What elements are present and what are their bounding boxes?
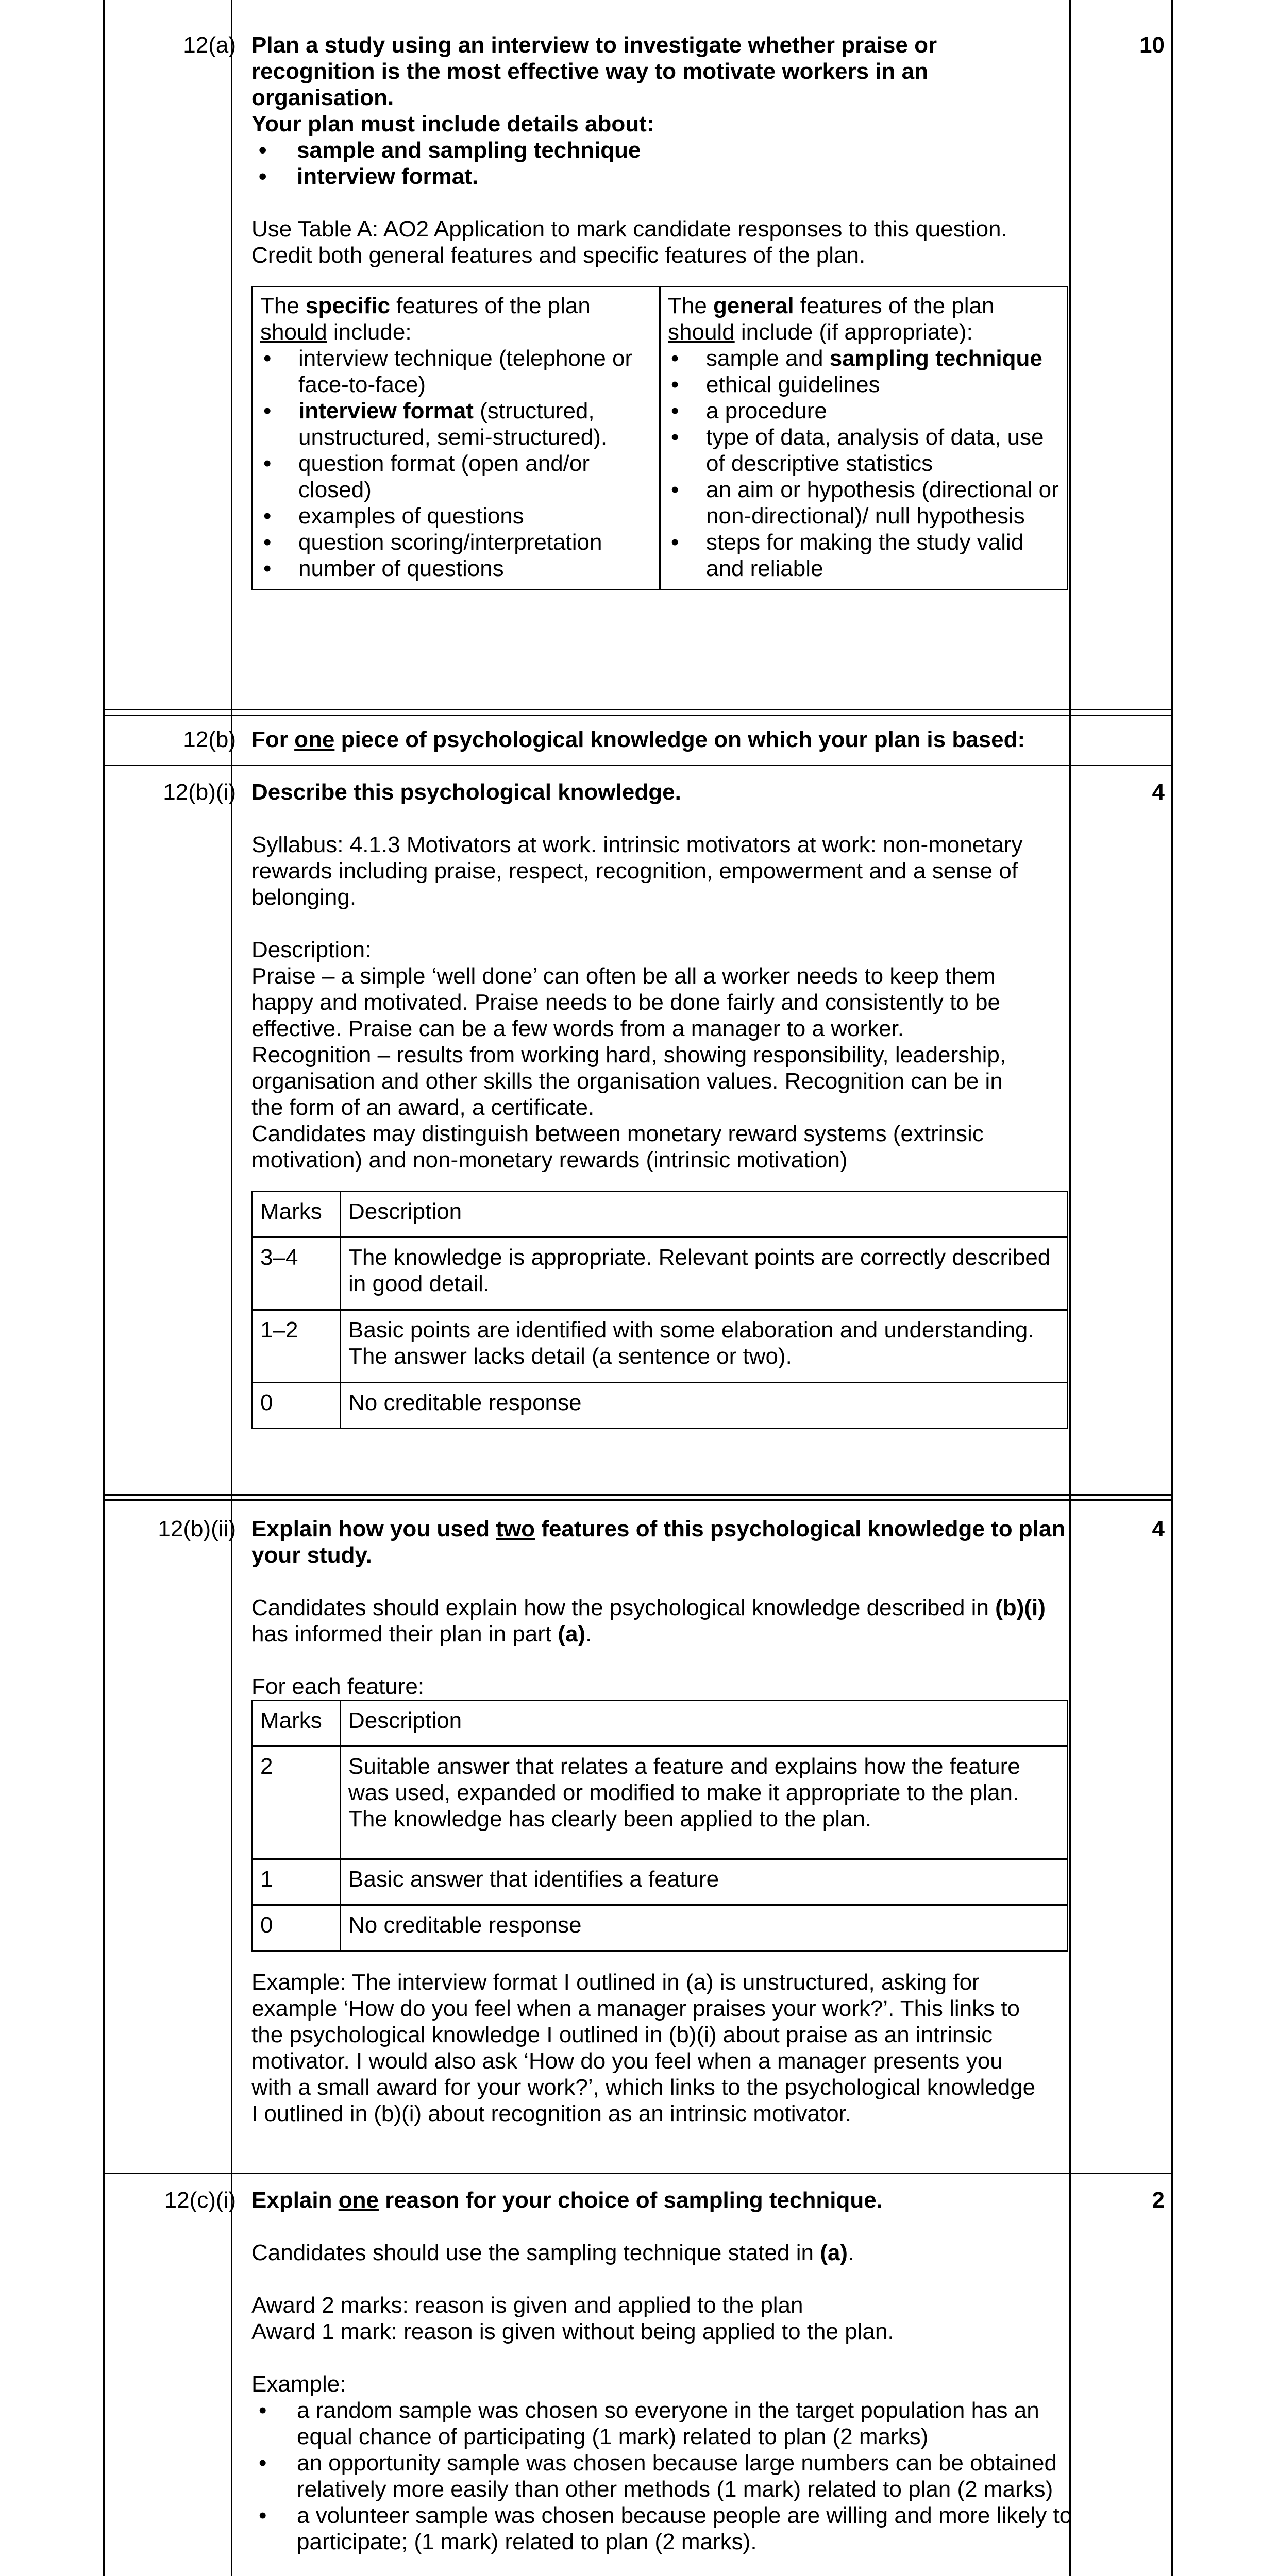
question-marks: 2 (1152, 2188, 1165, 2213)
table-header-row (253, 1192, 1068, 1238)
table-row (253, 1859, 1068, 1905)
syllabus-text: belonging. (251, 885, 357, 910)
question-number: 12(b)(ii) (158, 1516, 236, 1541)
row-separator (103, 2173, 1173, 2174)
description-text: Candidates may distinguish between monetary reward systems (extrinsic (251, 1121, 984, 1146)
general-heading: The general features of the plan should include (if appropriate): (668, 293, 995, 345)
row-separator (103, 709, 1173, 710)
table-cell: No creditable response (341, 1383, 1068, 1429)
must-include-list (251, 137, 1148, 190)
guidance-text: Credit both general features and specific features of the plan. (251, 243, 866, 268)
list-item: • sample and sampling technique (668, 345, 1060, 371)
question-content (251, 1516, 1148, 2127)
row-separator (103, 765, 1173, 766)
table-cell: 0 (253, 1905, 341, 1951)
specific-features-cell (253, 287, 660, 590)
list-item: • interview technique (telephone or face-to-face) (260, 345, 652, 398)
question-title: Describe this psychological knowledge. (251, 779, 681, 805)
example-text: with a small award for your work?’, which links to the psychological knowledge (251, 2075, 1036, 2100)
for-each-label: For each feature: (251, 1674, 425, 1699)
list-item: • ethical guidelines (668, 371, 1060, 398)
question-title: For one piece of psychological knowledge on which your plan is based: (251, 727, 1025, 752)
question-title-line: Plan a study using an interview to investigate whether praise or (251, 32, 937, 58)
question-number: 12(a) (183, 32, 236, 58)
award-text: Award 2 marks: reason is given and applied to the plan (251, 2293, 803, 2318)
table-cell: No creditable response (341, 1905, 1068, 1951)
description-text: motivation) and non-monetary rewards (intrinsic motivation) (251, 1147, 848, 1173)
list-item: • interview format. (251, 163, 1148, 190)
table-cell: 1–2 (253, 1310, 341, 1383)
example-text: Example: The interview format I outlined in (a) is unstructured, asking for (251, 1970, 980, 1995)
table-row (253, 1238, 1068, 1310)
table-row (253, 1905, 1068, 1951)
example-text: motivator. I would also ask ‘How do you feel when a manager presents you (251, 2048, 1003, 2074)
syllabus-text: Syllabus: 4.1.3 Motivators at work. intrinsic motivators at work: non-monetary (251, 832, 1023, 857)
question-title-line: recognition is the most effective way to motivate workers in an (251, 59, 928, 84)
list-item: • steps for making the study valid and reliable (668, 529, 1060, 582)
description-text: effective. Praise can be a few words from a manager to a worker. (251, 1016, 904, 1041)
question-number: 12(b)(i) (163, 779, 236, 805)
list-item: • an aim or hypothesis (directional or non-directional)/ null hypothesis (668, 477, 1060, 529)
row-separator (103, 715, 1173, 716)
frame-right-border (1171, 0, 1173, 2576)
list-item: • a volunteer sample was chosen because people are willing and more likely to participate; (1 mark) related to plan (2 marks). (251, 2502, 1076, 2555)
example-text: example ‘How do you feel when a manager praises your work?’. This links to (251, 1996, 1020, 2021)
question-number: 12(c)(i) (164, 2188, 236, 2213)
question-marks: 10 (1139, 32, 1165, 58)
table-header-cell: Marks (253, 1701, 341, 1747)
list-item: • a procedure (668, 398, 1060, 424)
list-item: • question format (open and/or closed) (260, 450, 652, 503)
row-separator (103, 1499, 1173, 1501)
candidate-guidance: Candidates should use the sampling technique stated in (a). (251, 2240, 854, 2265)
features-table (251, 286, 1068, 590)
list-item: • sample and sampling technique (251, 137, 1148, 163)
table-row (253, 1383, 1068, 1429)
description-text: Recognition – results from working hard, showing responsibility, leadership, (251, 1042, 1006, 1067)
table-cell: Suitable answer that relates a feature and explains how the feature was used, expanded or modified to make it appropriate to the plan. The knowledge has clearly been applied to the plan. (341, 1747, 1068, 1859)
description-text: organisation and other skills the organisation values. Recognition can be in (251, 1069, 1003, 1094)
table-cell: 2 (253, 1747, 341, 1859)
mark-scheme-table (251, 1700, 1068, 1952)
description-text: Praise – a simple ‘well done’ can often be all a worker needs to keep them (251, 963, 996, 989)
question-content (251, 779, 1148, 1429)
table-cell: The knowledge is appropriate. Relevant points are correctly described in good detail. (341, 1238, 1068, 1310)
question-marks: 4 (1152, 779, 1165, 805)
question-title: Explain how you used two features of this psychological knowledge to plan your study. (251, 1516, 1066, 1568)
question-marks: 4 (1152, 1516, 1165, 1541)
list-item: • examples of questions (260, 503, 652, 529)
description-text: happy and motivated. Praise needs to be done fairly and consistently to be (251, 990, 1000, 1015)
list-item: • question scoring/interpretation (260, 529, 652, 555)
table-header-cell: Description (341, 1701, 1068, 1747)
specific-heading: The specific features of the plan should include: (260, 293, 591, 345)
example-label: Example: (251, 2371, 346, 2397)
table-row (253, 1747, 1068, 1859)
question-number: 12(b) (183, 727, 236, 752)
description-text: Description: (251, 937, 372, 962)
question-title-line: Your plan must include details about: (251, 111, 654, 137)
table-header-cell: Description (341, 1192, 1068, 1238)
table-header-row (253, 1701, 1068, 1747)
question-content (251, 32, 1148, 590)
table-cell: 3–4 (253, 1238, 341, 1310)
table-cell: 1 (253, 1859, 341, 1905)
table-cell: Basic answer that identifies a feature (341, 1859, 1068, 1905)
example-text: the psychological knowledge I outlined in (b)(i) about praise as an intrinsic (251, 2022, 993, 2047)
table-cell: 0 (253, 1383, 341, 1429)
list-item: • interview format (structured, unstructured, semi-structured). (260, 398, 652, 450)
general-features-list (668, 345, 1060, 582)
question-content (251, 2187, 1076, 2555)
example-list (251, 2397, 1076, 2555)
question-content (251, 726, 1148, 753)
question-title-line: organisation. (251, 85, 394, 110)
award-text: Award 1 mark: reason is given without being applied to the plan. (251, 2319, 894, 2344)
specific-features-list (260, 345, 652, 582)
question-title: Explain one reason for your choice of sampling technique. (251, 2188, 883, 2213)
list-item: • number of questions (260, 555, 652, 582)
example-text: I outlined in (b)(i) about recognition as an intrinsic motivator. (251, 2101, 852, 2126)
syllabus-text: rewards including praise, respect, recognition, empowerment and a sense of (251, 858, 1018, 884)
description-text: the form of an award, a certificate. (251, 1095, 595, 1120)
table-header-cell: Marks (253, 1192, 341, 1238)
candidate-guidance: Candidates should explain how the psychological knowledge described in (b)(i) has informed their plan in part (a). (251, 1595, 1046, 1647)
table-row (253, 1310, 1068, 1383)
list-item: • type of data, analysis of data, use of descriptive statistics (668, 424, 1060, 477)
general-features-cell (660, 287, 1068, 590)
table-cell: Basic points are identified with some elaboration and understanding. The answer lacks detail (a sentence or two). (341, 1310, 1068, 1383)
guidance-text: Use Table A: AO2 Application to mark candidate responses to this question. (251, 216, 1007, 242)
row-separator (103, 1494, 1173, 1496)
mark-scheme-table (251, 1191, 1068, 1429)
list-item: • an opportunity sample was chosen because large numbers can be obtained relatively more easily than other methods (1 mark) related to plan (2 marks) (251, 2450, 1076, 2502)
list-item: • a random sample was chosen so everyone in the target population has an equal chance of participating (1 mark) related to plan (2 marks) (251, 2397, 1076, 2450)
